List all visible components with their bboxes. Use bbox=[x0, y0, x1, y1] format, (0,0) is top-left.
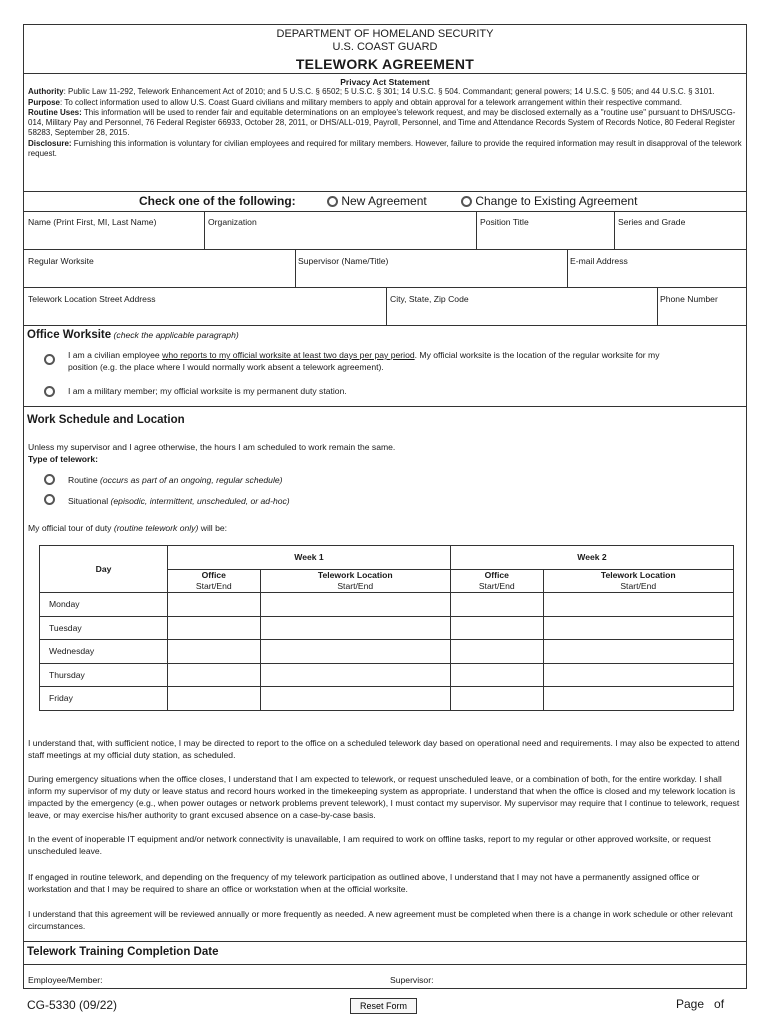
form-title: TELEWORK AGREEMENT bbox=[295, 56, 475, 72]
w1-telework-header bbox=[260, 569, 450, 593]
civilian-text-link: who reports to my official worksite at least two days per pay period bbox=[162, 350, 415, 360]
divider bbox=[204, 211, 205, 249]
purpose-text: : To collect information used to allow U.S. Coast Guard civilians and military members to apply and obtain approval for a telework arrangement within their respective command. bbox=[60, 97, 682, 107]
situational-label: Situational bbox=[68, 496, 111, 506]
w1-office-cell[interactable] bbox=[168, 616, 261, 640]
w1-office-cell[interactable] bbox=[168, 663, 261, 687]
day-label: Thursday bbox=[40, 663, 168, 687]
w1-office-header bbox=[168, 569, 261, 593]
w1-telework-cell[interactable] bbox=[260, 687, 450, 711]
purpose-label: Purpose bbox=[28, 97, 61, 107]
divider bbox=[476, 211, 477, 249]
employee-date-field[interactable]: Employee/Member: bbox=[28, 975, 103, 985]
dept-heading: DEPARTMENT OF HOMELAND SECURITY bbox=[276, 28, 494, 40]
situational-option bbox=[68, 496, 290, 506]
w2-telework-sub: Start/End bbox=[620, 580, 657, 591]
privacy-heading: Privacy Act Statement bbox=[340, 77, 430, 87]
form-frame bbox=[23, 24, 747, 989]
w2-telework-title: Telework Location bbox=[600, 569, 676, 580]
w1-office-cell[interactable] bbox=[168, 687, 261, 711]
divider bbox=[24, 211, 746, 212]
supervisor-date-field[interactable]: Supervisor: bbox=[390, 975, 434, 985]
page-counter bbox=[676, 997, 724, 1011]
paragraph-emergency: During emergency situations when the office closes, I understand that I am expected to telework, or request unscheduled leave, or a combination of both, for the entire workday. I shall inform my supervisor of my duty or leave status and record hours worked in the timekeeping system as appropriate. I understand that when the office is closed and my telework location is impacted by the emergency (e.g., when power outages or network problems prevent telework), I must contact my supervisor. My supervisor may require that I continue to telework, request leave, or may exercise his/her authority to grant excused absence on a case-by-case basis. bbox=[28, 774, 740, 820]
position-title-field[interactable]: Position Title bbox=[480, 217, 529, 227]
day-label: Wednesday bbox=[40, 640, 168, 664]
day-label: Monday bbox=[40, 593, 168, 617]
phone-number-field[interactable]: Phone Number bbox=[660, 294, 718, 304]
name-field[interactable]: Name (Print First, MI, Last Name) bbox=[28, 217, 157, 227]
change-agreement-radio[interactable] bbox=[461, 196, 472, 207]
divider bbox=[657, 287, 658, 325]
authority-text: : Public Law 11-292, Telework Enhancement Act of 2010; and 5 U.S.C. § 6502; 5 U.S.C. § 301; 14 U.S.C. § 504. Commandant; general powers; 14 U.S.C. § 505; and 44 U.S.C. § 3101. bbox=[63, 87, 715, 96]
w2-telework-cell[interactable] bbox=[543, 663, 734, 687]
situational-radio[interactable] bbox=[44, 494, 55, 505]
office-worksite-heading bbox=[27, 329, 239, 341]
tour-text-b: (routine telework only) bbox=[113, 523, 199, 533]
training-title: Telework Training Completion Date bbox=[27, 946, 219, 958]
divider bbox=[24, 406, 746, 407]
paragraph-annual-review: I understand that this agreement will be reviewed annually or more frequently as needed. A new agreement must be completed when there is a change in work schedule or other relevant circumstances. bbox=[28, 909, 733, 931]
privacy-statement bbox=[28, 87, 744, 159]
routine-option bbox=[68, 475, 283, 485]
w1-telework-title: Telework Location bbox=[317, 569, 393, 580]
authority-label: Authority bbox=[28, 87, 64, 96]
w2-telework-header bbox=[543, 569, 734, 593]
w1-telework-cell[interactable] bbox=[260, 640, 450, 664]
organization-field[interactable]: Organization bbox=[208, 217, 257, 227]
tour-text-c: will be: bbox=[198, 523, 228, 533]
w1-office-cell[interactable] bbox=[168, 593, 261, 617]
divider bbox=[24, 941, 746, 942]
tour-text-a: My official tour of duty bbox=[28, 523, 114, 533]
w1-telework-cell[interactable] bbox=[260, 593, 450, 617]
w2-telework-cell[interactable] bbox=[543, 687, 734, 711]
w2-office-cell[interactable] bbox=[450, 663, 543, 687]
page-of-label: of bbox=[714, 997, 725, 1011]
office-worksite-hint: (check the applicable paragraph) bbox=[113, 330, 239, 340]
day-label: Tuesday bbox=[40, 616, 168, 640]
routine-uses-text: This information will be used to render fair and equitable determinations on an employee's telework request, and may be disclosed externally as a "routine use" pursuant to DHS/USCG-014, Military Pay and Personnel, 76 Federal Register 66933, October 28, 2011, or DHS/ALL-019, Payroll, Personnel, and Time and Attendance Records System of Records Notice, 80 Federal Register 58283, September 28, 2015. bbox=[28, 108, 736, 137]
w2-office-title: Office bbox=[484, 569, 509, 580]
divider bbox=[295, 249, 296, 287]
day-header: Day bbox=[40, 546, 168, 593]
city-state-zip-field[interactable]: City, State, Zip Code bbox=[390, 294, 469, 304]
divider bbox=[24, 73, 746, 74]
divider bbox=[24, 964, 746, 965]
agency-heading: U.S. COAST GUARD bbox=[332, 41, 438, 53]
new-agreement-option[interactable] bbox=[327, 194, 427, 208]
disclosure-label: Disclosure: bbox=[28, 138, 72, 148]
tour-of-duty-label bbox=[28, 523, 227, 533]
change-agreement-option[interactable] bbox=[461, 194, 637, 208]
civilian-option bbox=[68, 349, 688, 373]
change-agreement-label: Change to Existing Agreement bbox=[475, 194, 638, 208]
w1-telework-sub: Start/End bbox=[337, 580, 374, 591]
routine-label: Routine bbox=[68, 475, 101, 485]
divider bbox=[24, 249, 746, 250]
divider bbox=[24, 325, 746, 326]
w1-telework-cell[interactable] bbox=[260, 616, 450, 640]
type-of-telework-label: Type of telework: bbox=[28, 454, 99, 464]
w2-office-cell[interactable] bbox=[450, 640, 543, 664]
form-number: CG-5330 (09/22) bbox=[27, 998, 118, 1012]
reset-form-button[interactable]: Reset Form bbox=[350, 998, 417, 1014]
series-grade-field[interactable]: Series and Grade bbox=[618, 217, 686, 227]
w2-telework-cell[interactable] bbox=[543, 640, 734, 664]
check-one-label: Check one of the following: bbox=[139, 194, 296, 208]
w2-office-cell[interactable] bbox=[450, 593, 543, 617]
w2-office-cell[interactable] bbox=[450, 687, 543, 711]
divider bbox=[24, 191, 746, 192]
w1-office-title: Office bbox=[201, 569, 226, 580]
paragraph-it-equipment: In the event of inoperable IT equipment and/or network connectivity is unavailable, I am required to work on offline tasks, report to my regular or other approved worksite, or request unscheduled leave. bbox=[28, 834, 711, 856]
civilian-text-a: I am a civilian employee bbox=[68, 350, 163, 360]
w2-office-header bbox=[450, 569, 543, 593]
table-row bbox=[40, 616, 734, 640]
situational-desc: (episodic, intermittent, unscheduled, or ad-hoc) bbox=[110, 496, 290, 506]
w1-telework-cell[interactable] bbox=[260, 663, 450, 687]
schedule-table bbox=[39, 545, 734, 711]
divider bbox=[614, 211, 615, 249]
divider bbox=[24, 287, 746, 288]
work-schedule-title: Work Schedule and Location bbox=[27, 414, 185, 426]
table-row bbox=[40, 687, 734, 711]
new-agreement-label: New Agreement bbox=[341, 194, 427, 208]
paragraph-routine-workstation: If engaged in routine telework, and depending on the frequency of my telework participation as outlined above, I understand that I may not have a permanently assigned office or workstation and that I may be required to share an office or workstation when at the official worksite. bbox=[28, 872, 700, 894]
routine-desc: (occurs as part of an ongoing, regular schedule) bbox=[100, 475, 283, 485]
routine-radio[interactable] bbox=[44, 474, 55, 485]
military-radio[interactable] bbox=[44, 386, 55, 397]
routine-uses-label: Routine Uses: bbox=[28, 108, 82, 117]
new-agreement-radio[interactable] bbox=[327, 196, 338, 207]
divider bbox=[567, 249, 568, 287]
w1-office-cell[interactable] bbox=[168, 640, 261, 664]
week2-header: Week 2 bbox=[450, 546, 733, 570]
w2-telework-cell[interactable] bbox=[543, 593, 734, 617]
divider bbox=[386, 287, 387, 325]
w2-office-cell[interactable] bbox=[450, 616, 543, 640]
regular-worksite-field[interactable]: Regular Worksite bbox=[28, 256, 94, 266]
schedule-intro: Unless my supervisor and I agree otherwise, the hours I am scheduled to work remain the same. bbox=[28, 442, 396, 452]
office-worksite-title: Office Worksite bbox=[27, 329, 112, 341]
w1-office-sub: Start/End bbox=[195, 580, 232, 591]
civilian-radio[interactable] bbox=[44, 354, 55, 365]
table-row bbox=[40, 640, 734, 664]
civilian-text-b: . My official worksite is the location of the regular worksite for my position (e.g. the place where I would normally work absent a telework agreement). bbox=[68, 350, 660, 372]
w2-telework-cell[interactable] bbox=[543, 616, 734, 640]
supervisor-field[interactable]: Supervisor (Name/Title) bbox=[298, 256, 389, 266]
table-row bbox=[40, 593, 734, 617]
paragraph-report-office: I understand that, with sufficient notice, I may be directed to report to the office on a scheduled telework day based on operational need and requirements. I may also be expected to attend staff meetings at my official duty station, as scheduled. bbox=[28, 738, 740, 760]
email-field[interactable]: E-mail Address bbox=[570, 256, 628, 266]
military-option: I am a military member; my official worksite is my permanent duty station. bbox=[68, 386, 347, 396]
disclosure-text: Furnishing this information is voluntary for civilian employees and required for military members. However, failure to provide the required information may result in disapproval of the telework request. bbox=[28, 138, 742, 158]
telework-street-field[interactable]: Telework Location Street Address bbox=[28, 294, 156, 304]
day-label: Friday bbox=[40, 687, 168, 711]
table-row bbox=[40, 663, 734, 687]
page-label: Page bbox=[676, 997, 705, 1011]
week1-header: Week 1 bbox=[168, 546, 451, 570]
w2-office-sub: Start/End bbox=[478, 580, 515, 591]
